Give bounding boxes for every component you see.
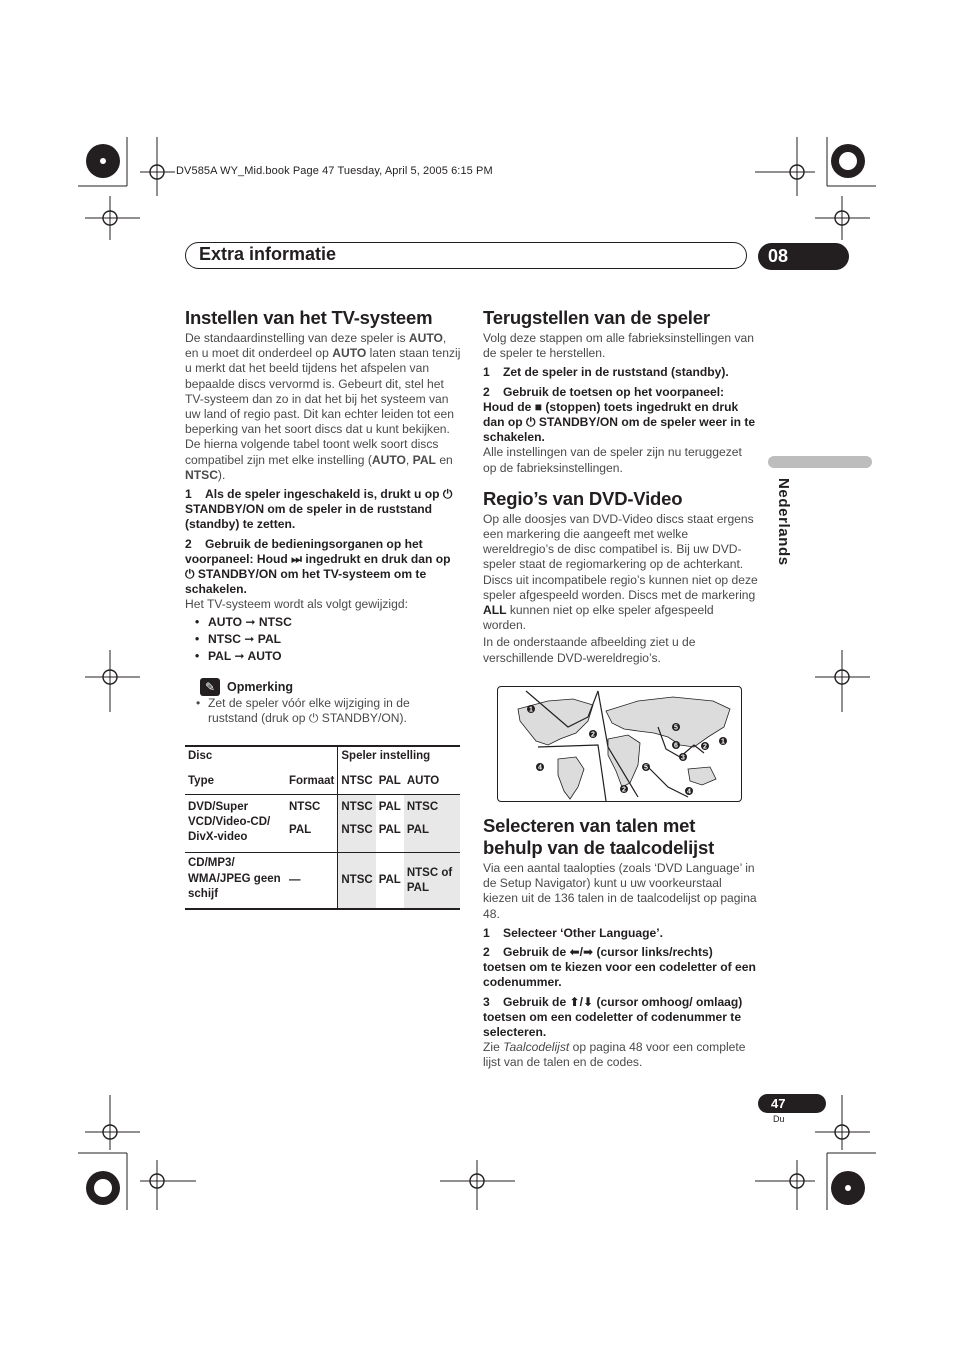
language-heading: Selecteren van talen met behulp van de taalcodelijst bbox=[483, 815, 715, 858]
table-cell: NTSC bbox=[338, 853, 376, 909]
svg-text:2: 2 bbox=[622, 786, 626, 794]
chapter-number: 08 bbox=[758, 243, 849, 270]
tv-cycle-list bbox=[185, 615, 461, 665]
note-title: Opmerking bbox=[227, 679, 293, 694]
section-title: Extra informatie bbox=[199, 244, 337, 264]
tv-step-1: 1 Als de speler ingeschakeld is, drukt u op ⏻ STANDBY/ON om de speler in de ruststand (standby) te zetten. bbox=[185, 487, 453, 532]
svg-text:2: 2 bbox=[591, 731, 595, 739]
table-row bbox=[185, 795, 460, 818]
svg-text:1: 1 bbox=[529, 706, 533, 714]
page-language-code: Du bbox=[773, 1114, 785, 1124]
svg-text:5: 5 bbox=[644, 764, 648, 772]
region-heading: Regio’s van DVD-Video bbox=[483, 487, 683, 509]
list-item: • AUTO ➞ NTSC bbox=[185, 615, 461, 630]
table-header-auto: AUTO bbox=[406, 774, 440, 787]
language-section bbox=[483, 815, 758, 1073]
tv-change-text: Het TV-systeem wordt als volgt gewijzigd: bbox=[185, 597, 408, 612]
list-item: • NTSC ➞ PAL bbox=[185, 632, 461, 647]
language-after: Zie Taalcodelijst op pagina 48 voor een complete lijst van de talen en de codes. bbox=[483, 1040, 746, 1070]
table-cell: PAL bbox=[378, 874, 401, 887]
table-cell: NTSC bbox=[338, 795, 376, 818]
svg-text:4: 4 bbox=[687, 788, 691, 796]
table-cell: PAL bbox=[404, 817, 460, 853]
reset-intro: Volg deze stappen om alle fabrieksinstellingen van de speler te herstellen. bbox=[483, 331, 754, 361]
language-tab-label: Nederlands bbox=[775, 478, 792, 566]
pencil-icon: ✎ bbox=[200, 678, 220, 696]
language-tab bbox=[772, 478, 792, 582]
table-cell: NTSC bbox=[404, 795, 460, 818]
table-header-formaat: Formaat bbox=[289, 774, 335, 787]
lang-step-1: 1 Selecteer ‘Other Language’. bbox=[483, 925, 663, 940]
table-cell: PAL bbox=[378, 801, 401, 814]
language-tab-bar bbox=[768, 456, 872, 468]
reset-after: Alle instellingen van de speler zijn nu teruggezet op de fabrieksinstellingen. bbox=[483, 445, 742, 475]
table-cell: DVD/Super VCD/Video-CD/ DivX-video bbox=[188, 801, 271, 844]
note-header bbox=[185, 678, 461, 696]
note-text: • Zet de speler vóór elke wijziging in de ruststand (druk op ⏻ STANDBY/ON). bbox=[185, 696, 461, 726]
page-number: 47 bbox=[758, 1094, 826, 1113]
right-column bbox=[483, 307, 758, 668]
reset-heading: Terugstellen van de speler bbox=[483, 307, 710, 328]
table-header-ntsc: NTSC bbox=[338, 766, 376, 795]
svg-text:6: 6 bbox=[674, 742, 678, 750]
table-header-pal: PAL bbox=[378, 774, 401, 787]
svg-text:5: 5 bbox=[674, 724, 678, 732]
table-cell: NTSC bbox=[289, 801, 321, 814]
svg-text:4: 4 bbox=[538, 764, 542, 772]
svg-text:2: 2 bbox=[703, 743, 707, 751]
table-header-speler: Speler instelling bbox=[338, 746, 460, 766]
region-paragraph: Op alle doosjes van DVD-Video discs staat ergens een markering die aangeeft met welke wereldregio’s de disc compatibel is. Bij uw DVD-speler staat de regiomarkering op de achterkant. Discs uit incompatibele regio’s kunnen niet op deze speler afgespeeld worden. Discs met de markering ALL kunnen niet op elke speler afgespeeld worden. bbox=[483, 511, 758, 633]
table-cell: PAL bbox=[289, 824, 312, 837]
lang-step-2: 2 Gebruik de ⬅/➡ (cursor links/rechts) toetsen om te kiezen voor een codeletter of een codenummer. bbox=[483, 945, 756, 990]
book-file-header: DV585A WY_Mid.book Page 47 Tuesday, April 5, 2005 6:15 PM bbox=[176, 165, 493, 177]
table-cell: NTSC of PAL bbox=[404, 853, 460, 909]
table-cell: NTSC bbox=[338, 817, 376, 853]
svg-text:3: 3 bbox=[681, 754, 685, 762]
table-cell: — bbox=[289, 874, 301, 887]
tv-system-heading: Instellen van het TV-systeem bbox=[185, 307, 433, 328]
list-item: • PAL ➞ AUTO bbox=[185, 649, 461, 664]
tv-step-2: 2 Gebruik de bedieningsorganen op het voorpaneel: Houd ⏭ ingedrukt en druk dan op ⏻ STANDBY/ON om het TV-systeem om te schakelen. bbox=[185, 536, 451, 597]
disc-compatibility-table bbox=[185, 745, 460, 910]
table-cell: PAL bbox=[378, 824, 401, 837]
region-paragraph-2: In de onderstaande afbeelding ziet u de verschillende DVD-wereldregio’s. bbox=[483, 635, 696, 665]
language-intro: Via een aantal taalopties (zoals ‘DVD Language’ in de Setup Navigator) kunt u uw voorkeurstaal kiezen uit de 136 talen in de taalcodelijst op pagina 48. bbox=[483, 861, 757, 921]
table-header-type: Type bbox=[188, 774, 214, 787]
table-row bbox=[185, 853, 460, 909]
reset-step-1: 1 Zet de speler in de ruststand (standby). bbox=[483, 365, 729, 380]
tv-system-intro: De standaardinstelling van deze speler is AUTO, en u moet dit onderdeel op AUTO laten staan tenzij u merkt dat het beeld tijdens het afspelen van bepaalde discs vervormd is. Gebeurt dit, stel het TV-systeem dan zo in dat het bij het systeem van uw land of regio past. Dit kan echter leiden tot een beperking van het soort discs dat u kunt bekijken. De hierna volgende tabel toont welk soort discs compatibel zijn met elke instelling (AUTO, PAL en NTSC). bbox=[185, 331, 461, 482]
left-column bbox=[185, 307, 461, 910]
table-cell: CD/MP3/ WMA/JPEG geen schijf bbox=[188, 857, 281, 900]
dvd-region-map bbox=[497, 686, 742, 802]
reset-step-2: 2 Gebruik de toetsen op het voorpaneel: Houd de ■ (stoppen) toets ingedrukt en druk dan op ⏻ STANDBY/ON om de speler weer in te schakelen. bbox=[483, 384, 756, 445]
svg-text:1: 1 bbox=[721, 738, 725, 746]
lang-step-3: 3 Gebruik de ⬆/⬇ (cursor omhoog/ omlaag) toetsen om een codeletter of codenummer te selecteren. bbox=[483, 994, 743, 1040]
table-header-disc: Disc bbox=[188, 749, 213, 762]
